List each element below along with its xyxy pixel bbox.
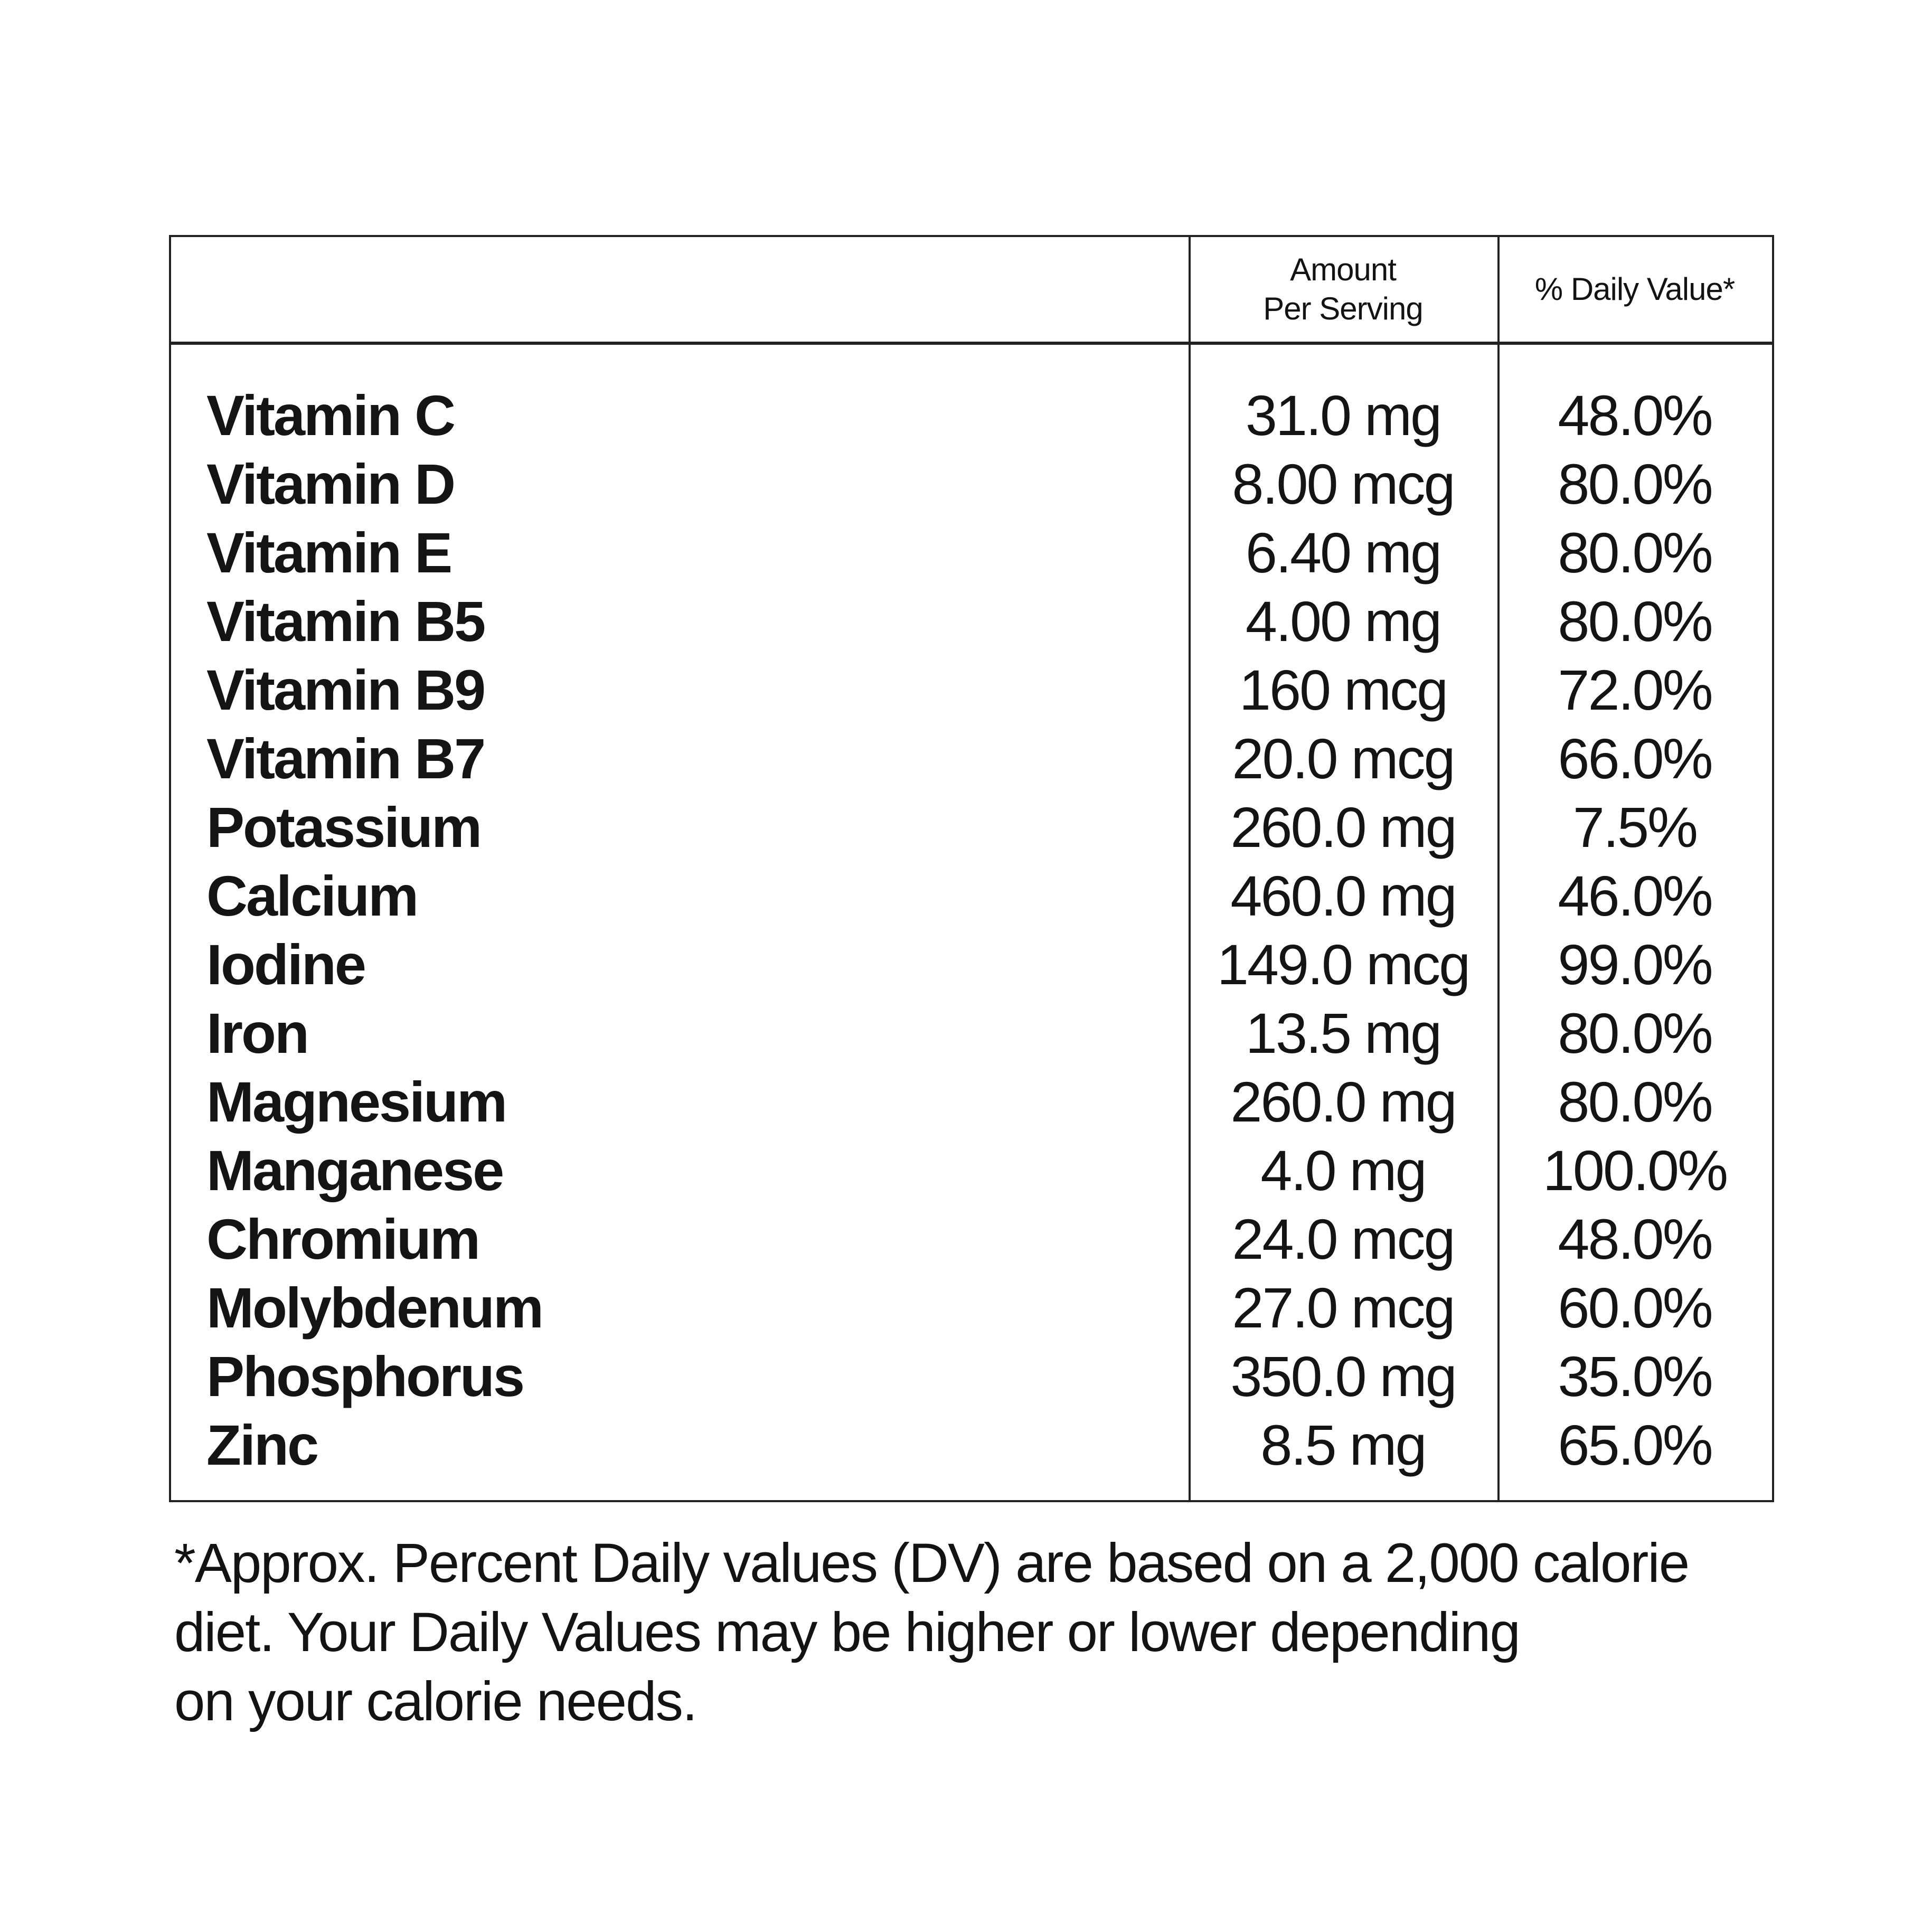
table-row bbox=[171, 1067, 1772, 1136]
table-row bbox=[171, 587, 1772, 655]
nutrient-name: Vitamin E bbox=[206, 520, 451, 585]
footnote-line: on your calorie needs. bbox=[174, 1671, 697, 1732]
nutrient-name: Molybdenum bbox=[206, 1275, 542, 1340]
daily-value-header: % Daily Value* bbox=[1534, 271, 1735, 307]
nutrient-amount: 20.0 mcg bbox=[1232, 726, 1454, 790]
amount-per-serving-header bbox=[1263, 250, 1422, 328]
table-row bbox=[171, 518, 1772, 587]
nutrient-name: Iron bbox=[206, 1001, 308, 1065]
nutrient-daily-value: 60.0% bbox=[1558, 1275, 1712, 1340]
header-cell-daily-value bbox=[1497, 237, 1772, 342]
nutrient-name: Chromium bbox=[206, 1207, 479, 1271]
nutrient-daily-value: 48.0% bbox=[1558, 1207, 1712, 1271]
table-row bbox=[171, 1136, 1772, 1204]
nutrient-amount: 260.0 mg bbox=[1230, 1069, 1456, 1134]
nutrient-daily-value: 80.0% bbox=[1558, 589, 1712, 653]
table-body bbox=[171, 345, 1772, 1479]
nutrient-daily-value: 100.0% bbox=[1542, 1138, 1727, 1202]
table-row bbox=[171, 998, 1772, 1067]
nutrient-name: Manganese bbox=[206, 1138, 503, 1202]
nutrient-daily-value: 46.0% bbox=[1558, 863, 1712, 928]
nutrient-amount: 8.5 mg bbox=[1260, 1412, 1426, 1477]
table-header-row bbox=[171, 237, 1772, 342]
table-row bbox=[171, 1273, 1772, 1342]
nutrition-table bbox=[169, 235, 1774, 1502]
nutrient-amount: 460.0 mg bbox=[1230, 863, 1456, 928]
table-row bbox=[171, 1342, 1772, 1410]
nutrient-daily-value: 7.5% bbox=[1572, 795, 1697, 859]
nutrient-daily-value: 80.0% bbox=[1558, 1001, 1712, 1065]
nutrient-daily-value: 66.0% bbox=[1558, 726, 1712, 790]
nutrient-amount: 160 mcg bbox=[1239, 657, 1447, 722]
nutrient-amount: 31.0 mg bbox=[1245, 383, 1441, 447]
table-row bbox=[171, 793, 1772, 861]
header-cell-nutrient bbox=[171, 237, 1189, 342]
table-row bbox=[171, 930, 1772, 998]
nutrient-name: Potassium bbox=[206, 795, 481, 859]
nutrient-name: Iodine bbox=[206, 932, 365, 996]
nutrient-name: Zinc bbox=[206, 1412, 318, 1477]
nutrient-amount: 8.00 mcg bbox=[1232, 451, 1454, 516]
nutrient-amount: 27.0 mcg bbox=[1232, 1275, 1454, 1340]
nutrient-amount: 4.0 mg bbox=[1260, 1138, 1426, 1202]
table-row bbox=[171, 724, 1772, 793]
table-row bbox=[171, 1410, 1772, 1479]
nutrient-amount: 4.00 mg bbox=[1245, 589, 1441, 653]
daily-value-footnote bbox=[174, 1529, 1832, 1736]
table-row bbox=[171, 1204, 1772, 1273]
nutrient-name: Vitamin B7 bbox=[206, 726, 485, 790]
nutrient-name: Vitamin C bbox=[206, 383, 455, 447]
nutrient-name: Vitamin B5 bbox=[206, 589, 485, 653]
nutrient-amount: 13.5 mg bbox=[1245, 1001, 1441, 1065]
footnote-line: diet. Your Daily Values may be higher or lower depending bbox=[174, 1601, 1520, 1663]
nutrient-name: Vitamin B9 bbox=[206, 657, 485, 722]
table-row bbox=[171, 449, 1772, 518]
nutrient-daily-value: 99.0% bbox=[1558, 932, 1712, 996]
nutrient-daily-value: 72.0% bbox=[1558, 657, 1712, 722]
footnote-line: *Approx. Percent Daily values (DV) are based on a 2,000 calorie bbox=[174, 1532, 1689, 1594]
nutrient-daily-value: 35.0% bbox=[1558, 1344, 1712, 1408]
nutrient-amount: 260.0 mg bbox=[1230, 795, 1456, 859]
nutrient-daily-value: 80.0% bbox=[1558, 1069, 1712, 1134]
nutrient-amount: 24.0 mcg bbox=[1232, 1207, 1454, 1271]
nutrient-name: Magnesium bbox=[206, 1069, 506, 1134]
table-row bbox=[171, 861, 1772, 930]
nutrient-amount: 149.0 mcg bbox=[1217, 932, 1469, 996]
nutrient-daily-value: 80.0% bbox=[1558, 520, 1712, 585]
nutrient-daily-value: 48.0% bbox=[1558, 383, 1712, 447]
nutrient-daily-value: 80.0% bbox=[1558, 451, 1712, 516]
nutrient-amount: 350.0 mg bbox=[1230, 1344, 1456, 1408]
nutrient-name: Phosphorus bbox=[206, 1344, 524, 1408]
nutrient-name: Vitamin D bbox=[206, 451, 455, 516]
nutrient-daily-value: 65.0% bbox=[1558, 1412, 1712, 1477]
table-row bbox=[171, 381, 1772, 449]
nutrient-amount: 6.40 mg bbox=[1245, 520, 1441, 585]
header-cell-amount bbox=[1189, 237, 1497, 342]
amount-header-line2: Per Serving bbox=[1263, 291, 1423, 326]
amount-header-line1: Amount bbox=[1290, 252, 1396, 287]
table-row bbox=[171, 655, 1772, 724]
nutrient-name: Calcium bbox=[206, 863, 418, 928]
